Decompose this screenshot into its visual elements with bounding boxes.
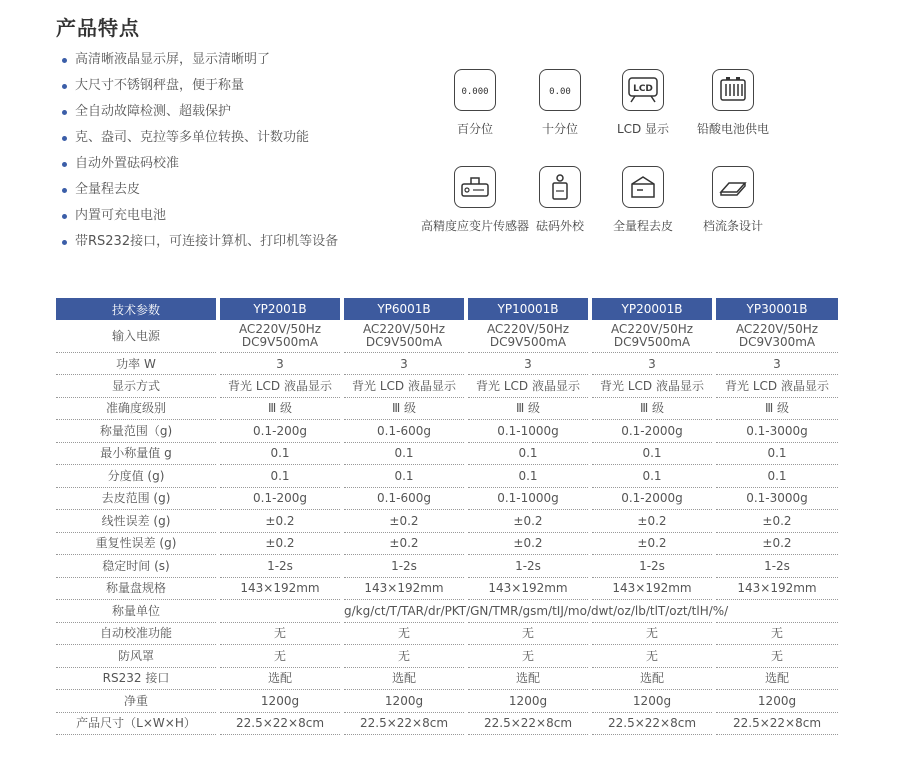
row-label: 称量盘规格 (56, 577, 218, 600)
table-cell: ±0.2 (218, 510, 342, 533)
table-cell (342, 320, 466, 353)
table-cell: 0.1-1000g (466, 420, 590, 443)
table-cell: 3 (714, 353, 838, 375)
cell-line: AC220V/50Hz (238, 322, 322, 336)
feature-battery (678, 69, 788, 137)
table-cell: 0.1-600g (342, 487, 466, 510)
table-cell: 无 (218, 622, 342, 645)
feature-streamline (678, 166, 788, 234)
table-cell: Ⅲ 级 (590, 397, 714, 420)
tenth-display-icon (539, 69, 581, 111)
table-cell: ±0.2 (466, 532, 590, 555)
table-cell: 背光 LCD 液晶显示 (590, 375, 714, 398)
load-cell-icon (454, 166, 496, 208)
table-cell: 0.1-3000g (714, 420, 838, 443)
cell-line: DC9V500mA (241, 335, 319, 349)
table-cell: 0.1-600g (342, 420, 466, 443)
table-cell: 3 (590, 353, 714, 375)
cell-line: DC9V500mA (613, 335, 691, 349)
table-cell: 无 (590, 645, 714, 668)
feature-item (62, 154, 338, 180)
feature-item (62, 128, 338, 154)
table-row (56, 510, 838, 533)
feature-text: 全量程去皮 (75, 182, 141, 197)
hundredth-display-icon (454, 69, 496, 111)
table-cell: 3 (342, 353, 466, 375)
table-cell: 无 (466, 622, 590, 645)
feature-text: 高清晰液晶显示屏，显示清晰明了 (75, 52, 271, 67)
bullet-icon (62, 136, 67, 141)
header-cell: 技术参数 (56, 298, 218, 320)
section-title: 产品特点 (56, 16, 140, 40)
table-cell: 0.1 (590, 442, 714, 465)
icon-label: 铅酸电池供电 (696, 122, 769, 136)
row-label: 准确度级别 (56, 397, 218, 420)
row-label: 重复性误差 (g) (56, 532, 218, 555)
header-cell: YP6001B (342, 298, 466, 320)
table-cell (714, 320, 838, 353)
table-cell: 1-2s (218, 555, 342, 578)
bullet-icon (62, 188, 67, 193)
table-row (56, 712, 838, 735)
table-cell: 0.1-200g (218, 487, 342, 510)
icon-label: LCD 显示 (616, 122, 670, 136)
row-label: 防风罩 (56, 645, 218, 668)
lcd-display-icon (622, 69, 664, 111)
table-row (56, 555, 838, 578)
table-cell: 1-2s (590, 555, 714, 578)
table-cell: 背光 LCD 液晶显示 (342, 375, 466, 398)
table-row (56, 577, 838, 600)
row-label: 分度值 (g) (56, 465, 218, 488)
table-cell: 0.1 (466, 465, 590, 488)
table-row (56, 667, 838, 690)
feature-item (62, 50, 338, 76)
icon-label: 全量程去皮 (612, 219, 673, 233)
bullet-icon (62, 110, 67, 115)
table-row (56, 600, 838, 623)
table-cell: 1200g (466, 690, 590, 713)
streamline-design-icon (712, 166, 754, 208)
table-cell: 0.1 (342, 442, 466, 465)
spec-table (56, 298, 838, 735)
table-cell: 0.1-2000g (590, 487, 714, 510)
table-cell: 0.1 (218, 442, 342, 465)
table-cell: 0.1 (342, 465, 466, 488)
table-cell (466, 320, 590, 353)
table-cell: g/kg/ct/T/TAR/dr/PKT/GN/TMR/gsm/tIJ/mo/dwt/oz/lb/tlT/ozt/tlH/%/ (218, 600, 838, 623)
header-cell: YP20001B (590, 298, 714, 320)
table-cell: 选配 (590, 667, 714, 690)
table-cell: Ⅲ 级 (218, 397, 342, 420)
table-cell: 无 (342, 622, 466, 645)
table-row (56, 622, 838, 645)
table-cell: 143×192mm (218, 577, 342, 600)
table-row (56, 442, 838, 465)
header-cell: YP30001B (714, 298, 838, 320)
table-cell: 选配 (342, 667, 466, 690)
table-cell: 无 (714, 622, 838, 645)
cell-line: AC220V/50Hz (735, 322, 819, 336)
table-cell: 无 (466, 645, 590, 668)
feature-item (62, 206, 338, 232)
table-cell: 无 (342, 645, 466, 668)
row-label: 线性误差 (g) (56, 510, 218, 533)
table-cell: ±0.2 (714, 532, 838, 555)
feature-list (62, 50, 338, 258)
table-cell: 无 (218, 645, 342, 668)
icon-label: 百分位 (456, 122, 493, 136)
icon-label: 砝码外校 (535, 219, 584, 233)
table-cell: 1200g (218, 690, 342, 713)
table-cell: 0.1 (714, 442, 838, 465)
table-body (56, 320, 838, 735)
cell-line: AC220V/50Hz (610, 322, 694, 336)
table-cell (590, 320, 714, 353)
table-cell: 22.5×22×8cm (342, 712, 466, 735)
icon-label: 十分位 (541, 122, 578, 136)
table-row (56, 532, 838, 555)
table-cell: ±0.2 (342, 510, 466, 533)
svg-text:0.00: 0.00 (549, 87, 571, 97)
table-cell: 0.1-1000g (466, 487, 590, 510)
feature-text: 克、盎司、克拉等多单位转换、计数功能 (75, 130, 310, 145)
table-cell: 0.1 (714, 465, 838, 488)
table-header (56, 298, 838, 320)
table-cell: Ⅲ 级 (466, 397, 590, 420)
cell-line: AC220V/50Hz (486, 322, 570, 336)
table-cell: ±0.2 (590, 510, 714, 533)
table-cell: ±0.2 (714, 510, 838, 533)
table-cell: Ⅲ 级 (714, 397, 838, 420)
feature-text: 内置可充电电池 (75, 208, 167, 223)
table-cell: 1200g (342, 690, 466, 713)
row-label: 输入电源 (56, 320, 218, 353)
table-cell: 3 (466, 353, 590, 375)
table-cell: 1-2s (342, 555, 466, 578)
table-cell: 22.5×22×8cm (714, 712, 838, 735)
table-cell: ±0.2 (342, 532, 466, 555)
bullet-icon (62, 84, 67, 89)
table-cell: 无 (590, 622, 714, 645)
table-cell: 143×192mm (590, 577, 714, 600)
table-cell: 选配 (466, 667, 590, 690)
feature-text: 全自动故障检测、超载保护 (75, 104, 232, 119)
table-cell: ±0.2 (466, 510, 590, 533)
table-cell: 选配 (714, 667, 838, 690)
feature-text: 带RS232接口，可连接计算机、打印机等设备 (75, 234, 339, 249)
table-row (56, 420, 838, 443)
table-cell: 无 (714, 645, 838, 668)
table-cell: 0.1-2000g (590, 420, 714, 443)
table-cell: 22.5×22×8cm (218, 712, 342, 735)
row-label: 产品尺寸（L×W×H） (56, 712, 218, 735)
cell-line: DC9V500mA (489, 335, 567, 349)
icon-label: 高精度应变片传感器 (420, 219, 529, 233)
table-cell: 22.5×22×8cm (466, 712, 590, 735)
table-cell: 0.1-3000g (714, 487, 838, 510)
table-cell (218, 320, 342, 353)
table-row (56, 487, 838, 510)
table-cell: 背光 LCD 液晶显示 (218, 375, 342, 398)
row-label: 功率 W (56, 353, 218, 375)
bullet-icon (62, 58, 67, 63)
table-row (56, 397, 838, 420)
table-cell: ±0.2 (590, 532, 714, 555)
table-cell: 143×192mm (714, 577, 838, 600)
feature-item (62, 232, 338, 258)
table-cell: 1200g (590, 690, 714, 713)
table-cell: 1200g (714, 690, 838, 713)
weight-calibration-icon (539, 166, 581, 208)
table-cell: 0.1-200g (218, 420, 342, 443)
table-cell: 0.1 (218, 465, 342, 488)
table-row (56, 375, 838, 398)
cell-line: AC220V/50Hz (362, 322, 446, 336)
row-label: 去皮范围 (g) (56, 487, 218, 510)
battery-icon (712, 69, 754, 111)
table-cell: 1-2s (466, 555, 590, 578)
row-label: 称量单位 (56, 600, 218, 623)
row-label: 显示方式 (56, 375, 218, 398)
feature-item (62, 102, 338, 128)
svg-text:0.000: 0.000 (461, 87, 489, 97)
icon-label: 档流条设计 (702, 219, 763, 233)
tare-icon (622, 166, 664, 208)
table-cell: 0.1 (466, 442, 590, 465)
feature-item (62, 180, 338, 206)
table-row (56, 645, 838, 668)
table-row (56, 465, 838, 488)
table-cell: 1-2s (714, 555, 838, 578)
row-label: 称量范围（g) (56, 420, 218, 443)
feature-item (62, 76, 338, 102)
cell-line: DC9V500mA (365, 335, 443, 349)
row-label: RS232 接口 (56, 667, 218, 690)
table-cell: 143×192mm (342, 577, 466, 600)
feature-text: 大尺寸不锈钢秤盘，便于称量 (75, 78, 245, 93)
table-row (56, 320, 838, 353)
feature-text: 自动外置砝码校准 (75, 156, 180, 171)
table-cell: ±0.2 (218, 532, 342, 555)
table-cell: 0.1 (590, 465, 714, 488)
table-row (56, 353, 838, 375)
cell-line: DC9V300mA (738, 335, 816, 349)
table-cell: 143×192mm (466, 577, 590, 600)
header-cell: YP2001B (218, 298, 342, 320)
bullet-icon (62, 214, 67, 219)
header-cell: YP10001B (466, 298, 590, 320)
table-cell: 3 (218, 353, 342, 375)
table-cell: 背光 LCD 液晶显示 (714, 375, 838, 398)
row-label: 净重 (56, 690, 218, 713)
table-row (56, 690, 838, 713)
row-label: 自动校准功能 (56, 622, 218, 645)
bullet-icon (62, 162, 67, 167)
row-label: 稳定时间 (s) (56, 555, 218, 578)
table-cell: 选配 (218, 667, 342, 690)
bullet-icon (62, 240, 67, 245)
table-cell: 22.5×22×8cm (590, 712, 714, 735)
svg-text:LCD: LCD (633, 84, 653, 94)
table-cell: 背光 LCD 液晶显示 (466, 375, 590, 398)
row-label: 最小称量值 g (56, 442, 218, 465)
table-cell: Ⅲ 级 (342, 397, 466, 420)
